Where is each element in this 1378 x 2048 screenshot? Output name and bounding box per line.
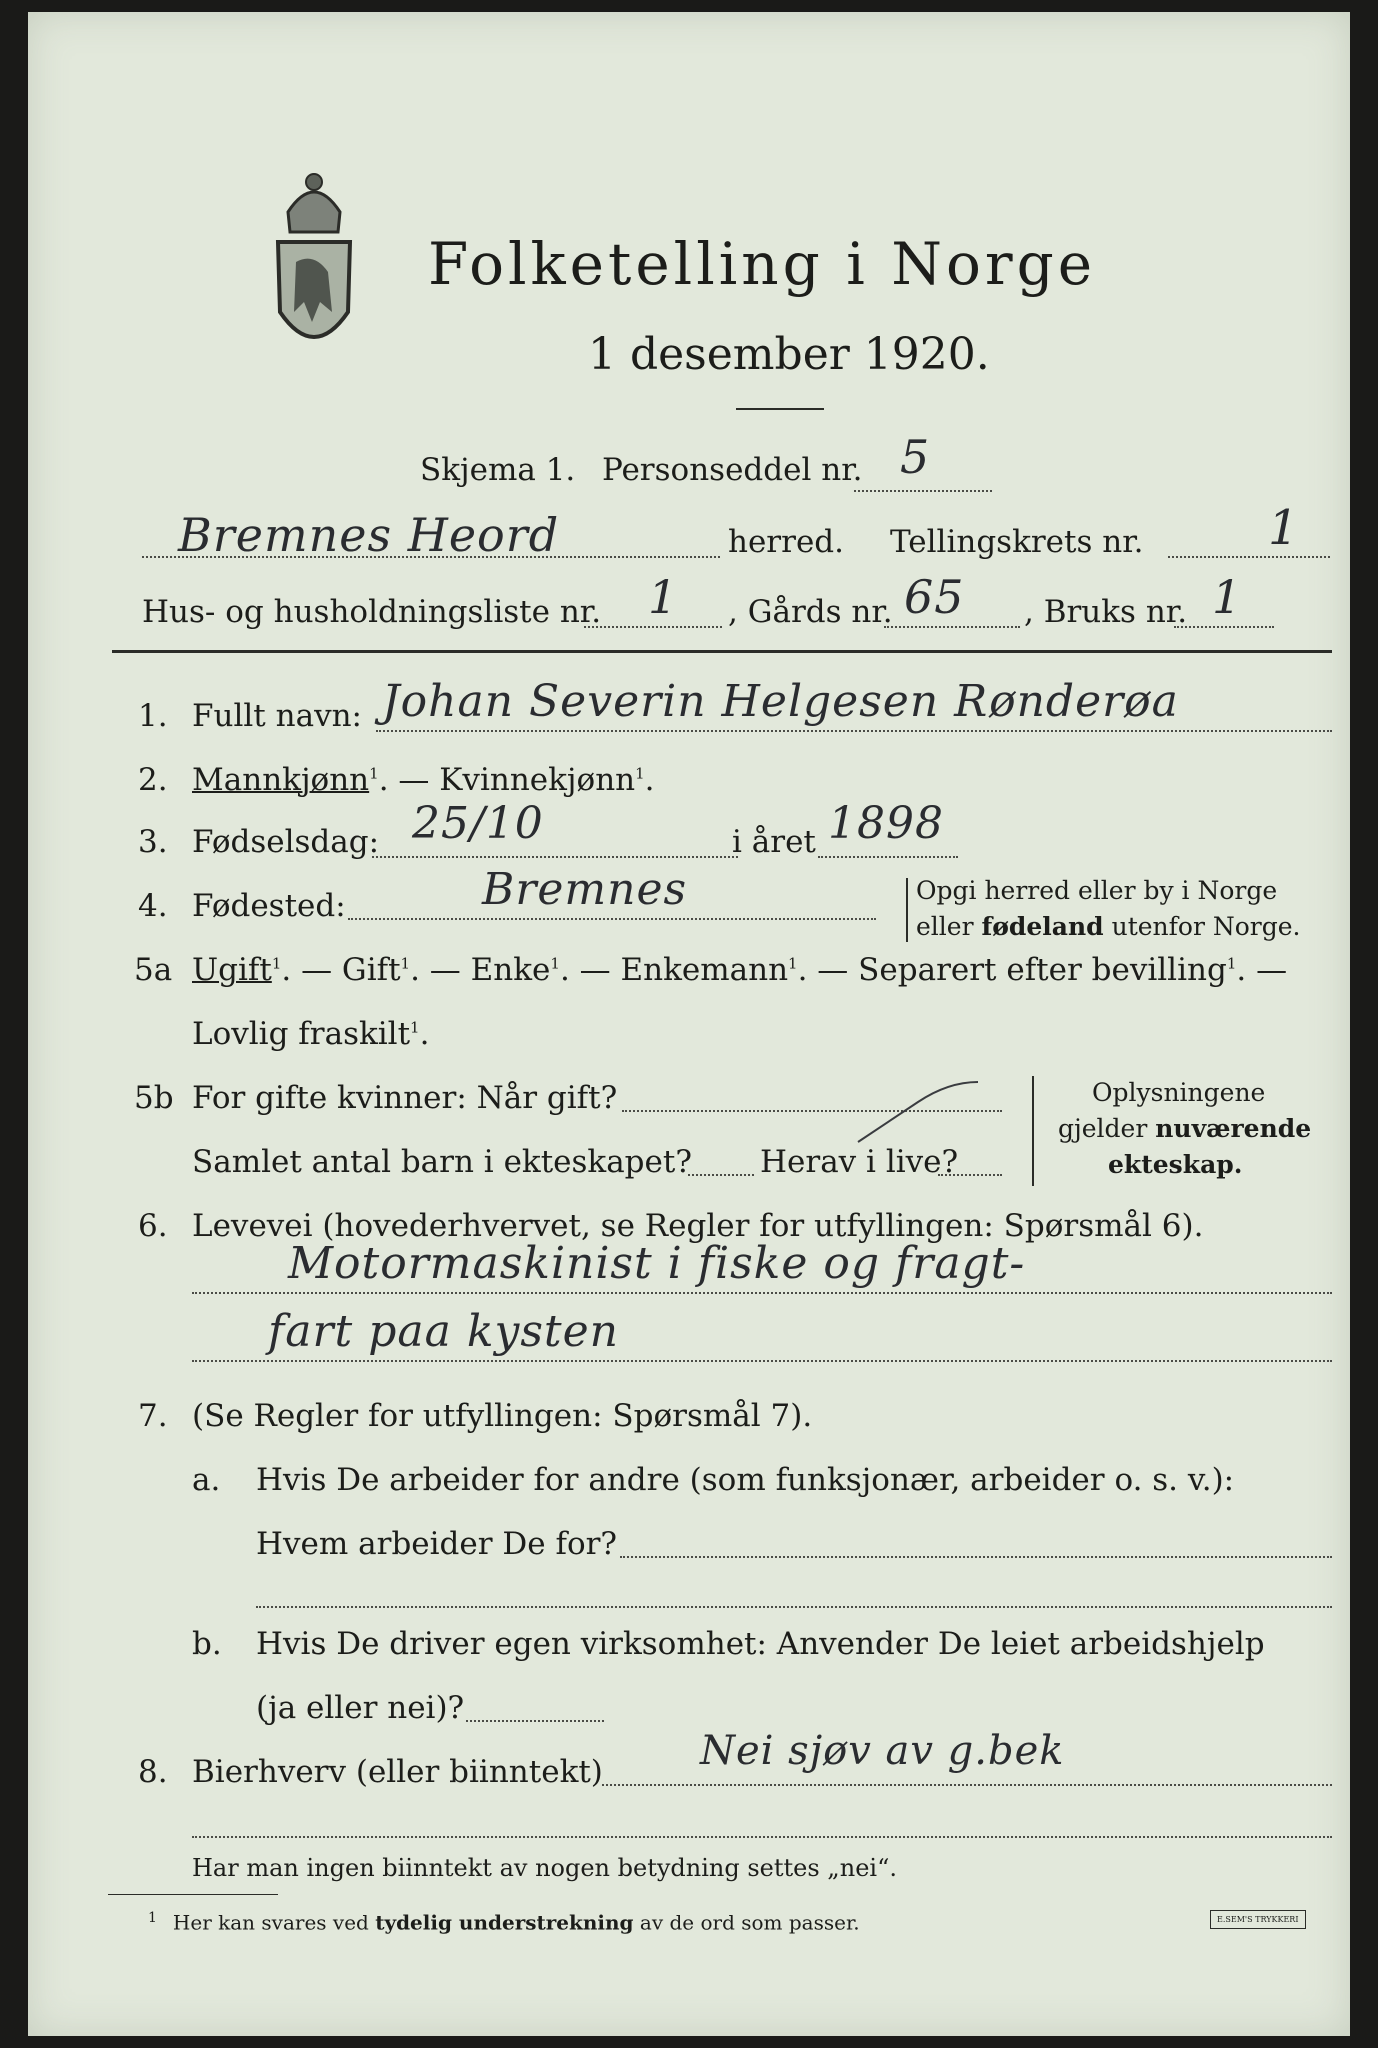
q5b-label: For gifte kvinner: Når gift? <box>192 1080 618 1116</box>
q1-value: Johan Severin Helgesen Rønderøa <box>382 676 1179 727</box>
tellingskrets-field <box>1168 556 1330 558</box>
footnote <box>148 1910 860 1935</box>
bruks-label: , Bruks nr. <box>1024 594 1188 630</box>
q5b-note-line2-b: nuværende <box>1155 1114 1312 1143</box>
q8-field-2 <box>192 1836 1332 1838</box>
q3-value: 25/10 <box>412 798 544 849</box>
q5a-number: 5a <box>134 952 173 988</box>
q8-field-1 <box>602 1784 1332 1786</box>
q5a-enke-option: . — Enke <box>410 952 551 988</box>
q4-value: Bremnes <box>482 864 688 915</box>
q5a-footnote-mark-5: 1 <box>1226 954 1237 973</box>
personseddel-field <box>854 490 992 492</box>
q4-note-line2-b: fødeland <box>981 912 1104 941</box>
q8-label: Bierhverv (eller biinntekt) <box>192 1754 603 1790</box>
q5a-line2 <box>192 1016 429 1052</box>
q4-note-line2-a: eller <box>916 912 982 941</box>
q7b-line2: (ja eller nei)? <box>256 1690 465 1726</box>
q5a-footnote-mark-6: 1 <box>410 1018 420 1037</box>
q2-male-option: Mannkjønn <box>192 762 370 798</box>
q7a-line2: Hvem arbeider De for? <box>256 1526 618 1562</box>
q3-field <box>372 856 738 858</box>
q4-field <box>348 918 876 920</box>
q2-number: 2. <box>138 762 168 798</box>
q5b-herav-label: Herav i live? <box>760 1144 959 1180</box>
q5b-note-line1: Oplysningene <box>1092 1078 1266 1107</box>
census-form-sheet <box>28 12 1350 2036</box>
hus-value: 1 <box>648 570 679 624</box>
footnote-text-a: Her kan svares ved <box>172 1910 376 1935</box>
q8-value: Nei sjøv av g.bek <box>700 1728 1065 1774</box>
q1-number: 1. <box>138 698 168 734</box>
bruks-value: 1 <box>1212 570 1243 624</box>
q5b-alive-field <box>938 1174 1002 1176</box>
q2-footnote-mark-2: 1 <box>635 764 645 783</box>
q2-female-option: . — Kvinnekjønn <box>378 762 636 798</box>
q6-field-1 <box>192 1292 1332 1294</box>
form-title: Folketelling i Norge <box>428 230 1097 298</box>
header-divider <box>112 650 1332 653</box>
q2-footnote-mark-1: 1 <box>369 764 379 783</box>
q7a-field-2 <box>256 1606 1332 1608</box>
q5a-gift-option: . — Gift <box>281 952 401 988</box>
q5a-footnote-mark-2: 1 <box>400 954 411 973</box>
q4-note-line2 <box>916 912 1300 941</box>
footnote-text-b: tydelig understrekning <box>375 1910 634 1935</box>
skjema-label: Skjema 1. <box>420 452 576 488</box>
q6-value-line1: Motormaskinist i fiske og fragt- <box>288 1238 1026 1289</box>
biinntekt-note: Har man ingen biinntekt av nogen betydning settes „nei“. <box>192 1854 897 1882</box>
q3-year-field <box>818 856 958 858</box>
q6-value-line2: fart paa kysten <box>268 1306 619 1357</box>
herred-label: herred. <box>728 524 844 560</box>
q3-label: Fødselsdag: <box>192 824 380 860</box>
tellingskrets-value: 1 <box>1268 500 1300 556</box>
q7a-number: a. <box>192 1462 221 1498</box>
q5b-line2: Samlet antal barn i ekteskapet? <box>192 1144 692 1180</box>
q5a-fraskilt-option: Lovlig fraskilt <box>192 1016 411 1052</box>
hus-label: Hus- og husholdningsliste nr. <box>142 594 602 630</box>
tellingskrets-label: Tellingskrets nr. <box>890 524 1144 560</box>
footnote-text-c: av de ord som passer. <box>633 1910 860 1935</box>
q5a-footnote-mark-1: 1 <box>271 954 282 973</box>
q2-end: . <box>644 762 655 798</box>
personseddel-label: Personseddel nr. <box>602 452 863 488</box>
footnote-number: 1 <box>148 1910 157 1926</box>
q7b-label: Hvis De driver egen virksomhet: Anvender De leiet arbeidshjelp <box>256 1626 1265 1662</box>
footnote-divider <box>108 1894 278 1895</box>
q7a-field-1 <box>620 1556 1332 1558</box>
q6-number: 6. <box>138 1208 168 1244</box>
q5a-separert-option: . — Separert efter bevilling <box>797 952 1227 988</box>
q5b-note-line2-a: gjelder <box>1058 1114 1156 1143</box>
q1-label: Fullt navn: <box>192 698 362 734</box>
q5a-footnote-mark-4: 1 <box>788 954 798 973</box>
q3-year-label: i året <box>732 824 816 860</box>
q4-note-line1: Opgi herred eller by i Norge <box>916 876 1278 905</box>
q5b-children-field <box>688 1174 754 1176</box>
q7-number: 7. <box>138 1398 168 1434</box>
q5a-footnote-mark-3: 1 <box>550 954 560 973</box>
q2-options <box>192 762 655 798</box>
q5a-dash: . — <box>1236 952 1288 988</box>
norwegian-coat-of-arms-icon <box>268 162 360 377</box>
q4-note-line2-c: utenfor Norge. <box>1103 912 1301 941</box>
q5b-strikethrough-mark <box>848 1072 988 1152</box>
personseddel-value: 5 <box>900 430 931 484</box>
q3-year-value: 1898 <box>828 798 944 849</box>
q4-number: 4. <box>138 888 168 924</box>
q5a-options <box>192 952 1287 988</box>
q4-note-brace <box>906 878 908 942</box>
gards-label: , Gårds nr. <box>728 594 893 630</box>
hus-field <box>584 626 722 628</box>
herred-value: Bremnes Heord <box>178 508 560 562</box>
q1-field <box>376 730 1332 732</box>
gards-field <box>884 626 1020 628</box>
q8-number: 8. <box>138 1754 168 1790</box>
printer-stamp: E.SEM'S TRYKKERI <box>1210 1910 1306 1929</box>
q6-label: Levevei (hovederhvervet, se Regler for utfyllingen: Spørsmål 6). <box>192 1208 1204 1244</box>
q5a-enkemann-option: . — Enkemann <box>559 952 789 988</box>
bruks-field <box>1174 626 1274 628</box>
q7-label: (Se Regler for utfyllingen: Spørsmål 7). <box>192 1398 813 1434</box>
q5a-line2-end: . <box>419 1016 430 1052</box>
title-divider <box>736 408 824 410</box>
q3-number: 3. <box>138 824 168 860</box>
q7a-label: Hvis De arbeider for andre (som funksjonær, arbeider o. s. v.): <box>256 1462 1235 1498</box>
q5b-number: 5b <box>134 1080 174 1116</box>
q5b-note-brace <box>1032 1076 1034 1186</box>
q5a-ugift-option: Ugift <box>192 952 272 988</box>
census-date: 1 desember 1920. <box>588 329 990 380</box>
q4-label: Fødested: <box>192 888 346 924</box>
q5b-note-line2 <box>1058 1114 1311 1143</box>
q7b-number: b. <box>192 1626 222 1662</box>
q7b-field <box>466 1720 604 1722</box>
q5b-note-line3: ekteskap. <box>1108 1150 1243 1179</box>
q6-field-2 <box>192 1360 1332 1362</box>
gards-value: 65 <box>904 570 965 624</box>
